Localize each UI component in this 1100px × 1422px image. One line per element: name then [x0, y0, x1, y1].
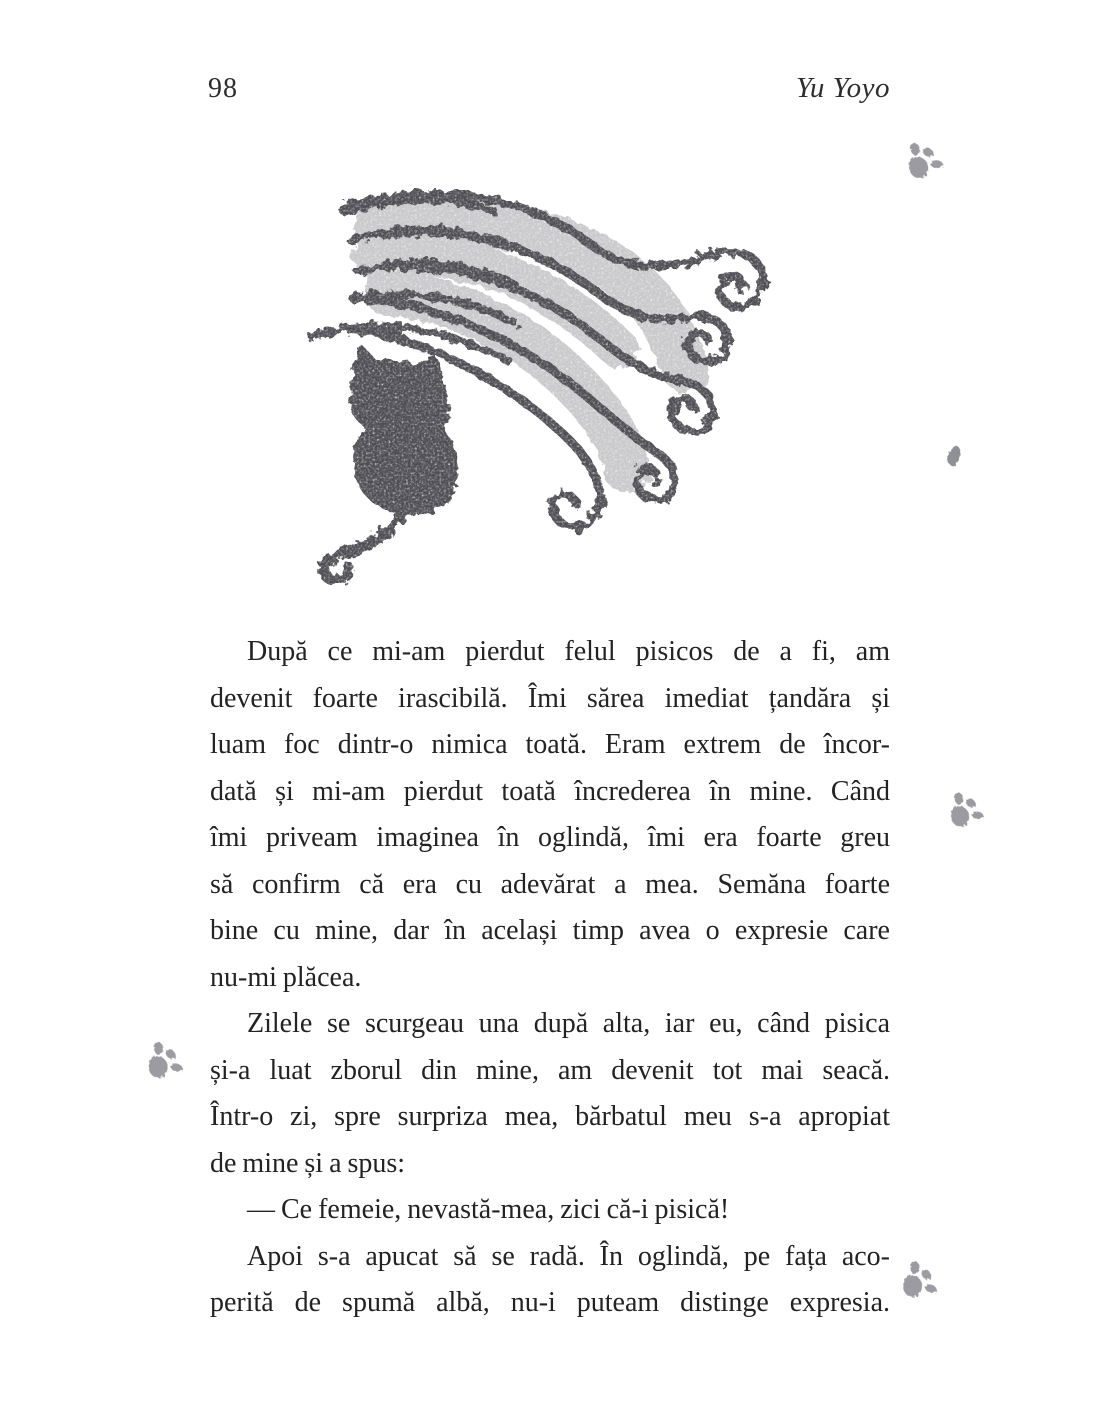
running-head [208, 72, 890, 105]
text-line: perită de spumă albă, nu-i puteam distinge expresia. [210, 1287, 890, 1318]
dialogue-line: — Ce femeie, nevastă-mea, zici că-i pisică! [247, 1194, 730, 1225]
running-head-author: Yu Yoyo [795, 72, 890, 104]
text-line: Zilele se scurgeau una după alta, iar eu, când pisica [247, 1008, 890, 1039]
text-line: bine cu mine, dar în același timp avea o expresie care [210, 915, 890, 946]
text-line: dată și mi-am pierdut toată încrederea în mine. Când [210, 775, 890, 807]
text-line: Apoi s-a apucat să se radă. În oglindă, pe fața aco- [247, 1240, 890, 1272]
cat-wind-illustration [293, 188, 797, 592]
text-line: devenit foarte irascibilă. Îmi sărea imediat țandăra și [210, 682, 890, 714]
text-line: luam foc dintr-o nimica toată. Eram extrem de încor- [210, 729, 890, 760]
text-line: După ce mi-am pierdut felul pisicos de a fi, am [247, 636, 890, 667]
text-line: îmi priveam imaginea în oglindă, îmi era foarte greu [210, 822, 890, 853]
text-line: nu-mi plăcea. [210, 961, 362, 993]
text-line: de mine și a spus: [210, 1147, 406, 1179]
text-line: să confirm că era cu adevărat a mea. Semăna foarte [210, 868, 890, 900]
body-text [210, 629, 890, 1327]
page-number: 98 [208, 73, 238, 104]
paw-print-icon [945, 789, 989, 831]
paw-print-icon [902, 138, 949, 183]
text-line: Într-o zi, spre surpriza mea, bărbatul meu s-a apropiat [210, 1101, 890, 1132]
text-line: și-a luat zborul din mine, am devenit tot mai seacă. [210, 1054, 890, 1086]
ink-speck-icon [944, 442, 964, 470]
paw-print-icon [895, 1255, 948, 1306]
paw-print-icon [141, 1038, 190, 1084]
